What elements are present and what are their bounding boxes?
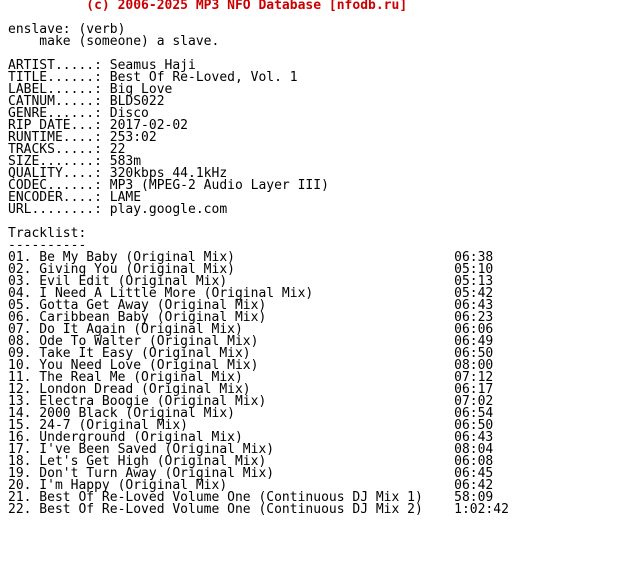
track-row: 09. Take It Easy (Original Mix) 06:50: [8, 346, 494, 361]
track-row: 07. Do It Again (Original Mix) 06:06: [8, 322, 494, 337]
info-url: URL........: play.google.com: [8, 202, 228, 217]
info-genre: GENRE......: Disco: [8, 106, 149, 121]
track-row: 16. Underground (Original Mix) 06:43: [8, 430, 494, 445]
info-size: SIZE.......: 583m: [8, 154, 142, 169]
track-row: 03. Evil Edit (Original Mix) 05:13: [8, 274, 494, 289]
info-catnum: CATNUM.....: BLDS022: [8, 94, 165, 109]
track-row: 21. Best Of Re-Loved Volume One (Continuous DJ Mix 1) 58:09: [8, 490, 494, 505]
info-codec: CODEC......: MP3 (MPEG-2 Audio Layer III): [8, 178, 329, 193]
track-row: 08. Ode To Walter (Original Mix) 06:49: [8, 334, 494, 349]
track-row: 19. Don't Turn Away (Original Mix) 06:45: [8, 466, 494, 481]
definition-word: enslave: (verb): [8, 22, 126, 37]
track-row: 14. 2000 Black (Original Mix) 06:54: [8, 406, 494, 421]
track-row: 10. You Need Love (Original Mix) 08:00: [8, 358, 494, 373]
track-row: 12. London Dread (Original Mix) 06:17: [8, 382, 494, 397]
info-encoder: ENCODER....: LAME: [8, 190, 142, 205]
track-row: 22. Best Of Re-Loved Volume One (Continuous DJ Mix 2) 1:02:42: [8, 502, 509, 517]
track-row: 20. I'm Happy (Original Mix) 06:42: [8, 478, 494, 493]
nfo-document: [8, 0, 509, 516]
definition-meaning: make (someone) a slave.: [8, 34, 220, 49]
tracklist-heading: Tracklist:: [8, 226, 87, 241]
track-row: 01. Be My Baby (Original Mix) 06:38: [8, 250, 494, 265]
track-row: 11. The Real Me (Original Mix) 07:12: [8, 370, 494, 385]
info-tracks: TRACKS.....: 22: [8, 142, 126, 157]
track-row: 15. 24-7 (Original Mix) 06:50: [8, 418, 494, 433]
info-runtime: RUNTIME....: 253:02: [8, 130, 157, 145]
track-row: 02. Giving You (Original Mix) 05:10: [8, 262, 494, 277]
info-title: TITLE......: Best Of Re-Loved, Vol. 1: [8, 70, 298, 85]
info-rip-date: RIP DATE...: 2017-02-02: [8, 118, 189, 133]
track-row: 18. Let's Get High (Original Mix) 06:08: [8, 454, 494, 469]
track-row: 05. Gotta Get Away (Original Mix) 06:43: [8, 298, 494, 313]
track-row: 13. Electra Boogie (Original Mix) 07:02: [8, 394, 494, 409]
tracklist-rule: ----------: [8, 238, 87, 253]
info-quality: QUALITY....: 320kbps 44.1kHz: [8, 166, 228, 181]
track-row: 06. Caribbean Baby (Original Mix) 06:23: [8, 310, 494, 325]
site-banner: (c) 2006-2025 MP3 NFO Database [nfodb.ru]: [8, 0, 408, 13]
info-label: LABEL......: Big Love: [8, 82, 173, 97]
track-row: 17. I've Been Saved (Original Mix) 08:04: [8, 442, 494, 457]
info-artist: ARTIST.....: Seamus Haji: [8, 58, 196, 73]
track-row: 04. I Need A Little More (Original Mix) 05:42: [8, 286, 494, 301]
